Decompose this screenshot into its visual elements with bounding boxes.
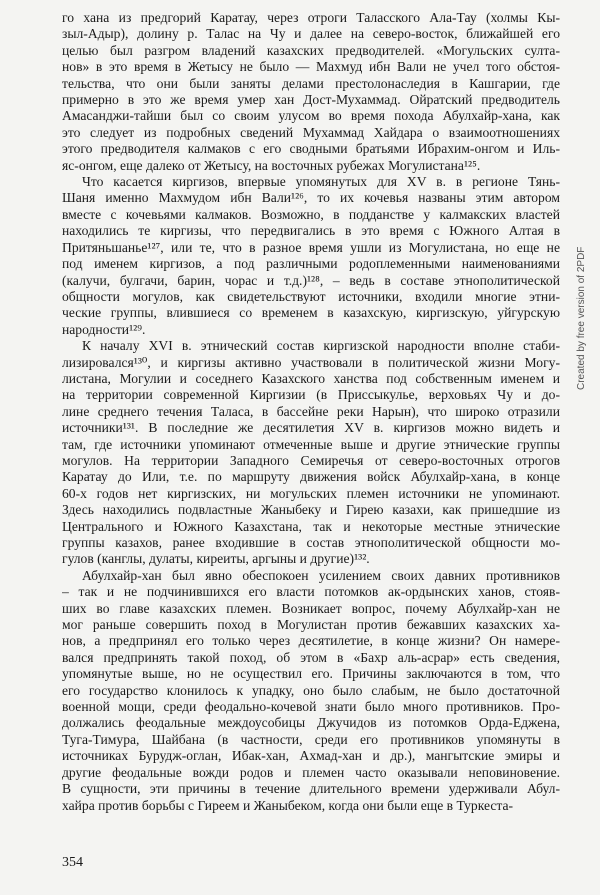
text-line: находились те киргизы, что передвигались в это время с Южного Алтая в — [62, 223, 560, 239]
text-line: под именем киргизов, а под различными родоплеменными наименованиями — [62, 256, 560, 272]
text-line: целью был разгром владений казахских предводителей. «Могульских султа- — [62, 42, 560, 58]
page-text — [62, 10, 560, 814]
text-line: ческие группы, влившиеся со временем в казахскую, киргизскую, уйгурскую — [62, 305, 560, 321]
text-line: источниках Бурудж-оглан, Ибак-хан, Ахмад-хан и др.), мангытские эмиры и — [62, 748, 560, 764]
text-line: Центрального и Южного Казахстана, так и некоторые местные этнические — [62, 518, 560, 534]
text-line: вался предпринять такой поход, об этом в «Бахр аль-асрар» есть сведения, — [62, 649, 560, 665]
text-line: 60-х годов нет киргизских, ни могульских племен источники не упоминают. — [62, 485, 560, 501]
text-line: нов, а предпринял его только через десятилетие, в конце жизни? Он намере- — [62, 633, 560, 649]
text-line: лине среднего течения Таласа, в бассейне реки Нарын), что широко отразили — [62, 403, 560, 419]
text-line: – так и не подчинившихся его власти потомков ак-ордынских ханов, стояв- — [62, 584, 560, 600]
text-line: на территории современной Киргизии (в Приссыкулье, верховьях Чу и до- — [62, 387, 560, 403]
text-line: мог раньше совершить поход в Могулистан против бежавших казахских ха- — [62, 617, 560, 633]
text-line: Каратау до Или, т.е. по маршруту движения войск Абулхайр-хана, в конце — [62, 469, 560, 485]
paragraph-3 — [62, 338, 560, 568]
text-line: тельства, что они были заняты делами престолонаследия в Кашгарии, где — [62, 75, 560, 91]
text-line: могулов. На территории Западного Семиречья от северо-восточных отрогов — [62, 452, 560, 468]
text-line: К началу XVI в. этнический состав киргизской народности вполне стаби- — [82, 338, 560, 354]
watermark-text: Created by free version of 2PDF — [576, 246, 587, 390]
text-line: примерно в это же время умер хан Дост-Мухаммад. Ойратский предводитель — [62, 92, 560, 108]
page-number: 354 — [62, 855, 83, 870]
text-line: Притяньшанье¹²⁷, или те, что в разное время ушли из Могулистана, но еще не — [62, 239, 560, 255]
text-line: (калучи, булгачи, барин, чорас и т.д.)¹²⁸, – ведь в составе этнополитической — [62, 272, 560, 288]
text-line: это следует из подробных сведений Мухаммад Хайдара о взаимоотношениях — [62, 124, 560, 140]
text-line: лизировался¹³⁰, и киргизы активно участвовали в политической жизни Могу- — [62, 354, 560, 370]
text-line: Шаня именно Махмудом ибн Вали¹²⁶, то их кочевья названы этим автором — [62, 190, 560, 206]
text-line: там, где источники упоминают отмеченные выше и другие этнические группы — [62, 436, 560, 452]
text-line: его государство клонилось к упадку, оно было слабым, не было достаточной — [62, 682, 560, 698]
text-line: общности могулов, как свидетельствуют источники, входили многие этни- — [62, 288, 560, 304]
text-line: Амасанджи-тайши был со своим улусом во время похода Абулхайр-хана, как — [62, 108, 560, 124]
text-line: зыл-Адыр), долину р. Талас на Чу и далее на северо-восток, ближайшей его — [62, 26, 560, 42]
text-line: другие феодальные вожди родов и племен часто оказывали неповиновение. — [62, 764, 560, 780]
text-line: Здесь находились подвластные Жаныбеку и Гирею казахи, как пришедшие из — [62, 502, 560, 518]
text-line: В сущности, эти причины в течение длительного времени удерживали Абул- — [62, 781, 560, 797]
text-line: го хана из предгорий Каратау, через отроги Таласского Ала-Тау (холмы Кы- — [62, 10, 560, 25]
text-line: нов» в это время в Жетысу не было — Махмуд ибн Вали не учел того обстоя- — [62, 59, 560, 75]
text-line: хайра против борьбы с Гиреем и Жаныбеком, когда они были еще в Туркеста- — [62, 797, 514, 813]
text-line: должались феодальные междоусобицы Джучидов из потомков Орда-Еджена, — [62, 715, 560, 731]
paragraph-1 — [62, 10, 560, 174]
text-line: гулов (канглы, дулаты, киреиты, аргыны и другие)¹³². — [62, 551, 370, 567]
text-line: Абулхайр-хан был явно обеспокоен усилением своих давних противников — [82, 567, 560, 583]
text-line: вместе с кочевьями калмаков. Возможно, в подданстве у калмакских властей — [62, 206, 560, 222]
text-line: этого предводителя калмаков с его сводными братьями Ибрахим-онгом и Иль- — [62, 141, 560, 157]
text-line: народности¹²⁹. — [62, 321, 146, 337]
text-line: группы казахов, ранее входившие в состав этнополитической общности мо- — [62, 535, 560, 550]
text-line: упомянутые выше, но не осуществил его. Причины заключаются в том, что — [62, 666, 560, 682]
text-line: ших во главе казахских племен. Возникает вопрос, почему Абулхайр-хан не — [62, 600, 560, 616]
paragraph-4 — [62, 568, 560, 814]
text-line: листана, Могулии и соседнего Казахского ханства под собственным именем и — [62, 370, 560, 386]
text-line: Туга-Тимура, Шайбана (в частности, среди его противников упомянуты в — [62, 731, 560, 747]
text-line: военной мощи, среди феодально-кочевой знати было много противников. Про- — [62, 699, 560, 715]
text-line: яс-онгом, еще далеко от Жетысу, на восточных рубежах Могулистана¹²⁵. — [62, 157, 481, 173]
paragraph-2 — [62, 174, 560, 338]
text-line: Что касается киргизов, впервые упомянутых для XV в. в регионе Тянь- — [82, 174, 560, 190]
text-line: источники¹³¹. В последние же десятилетия XV в. киргизов можно видеть и — [62, 420, 560, 436]
